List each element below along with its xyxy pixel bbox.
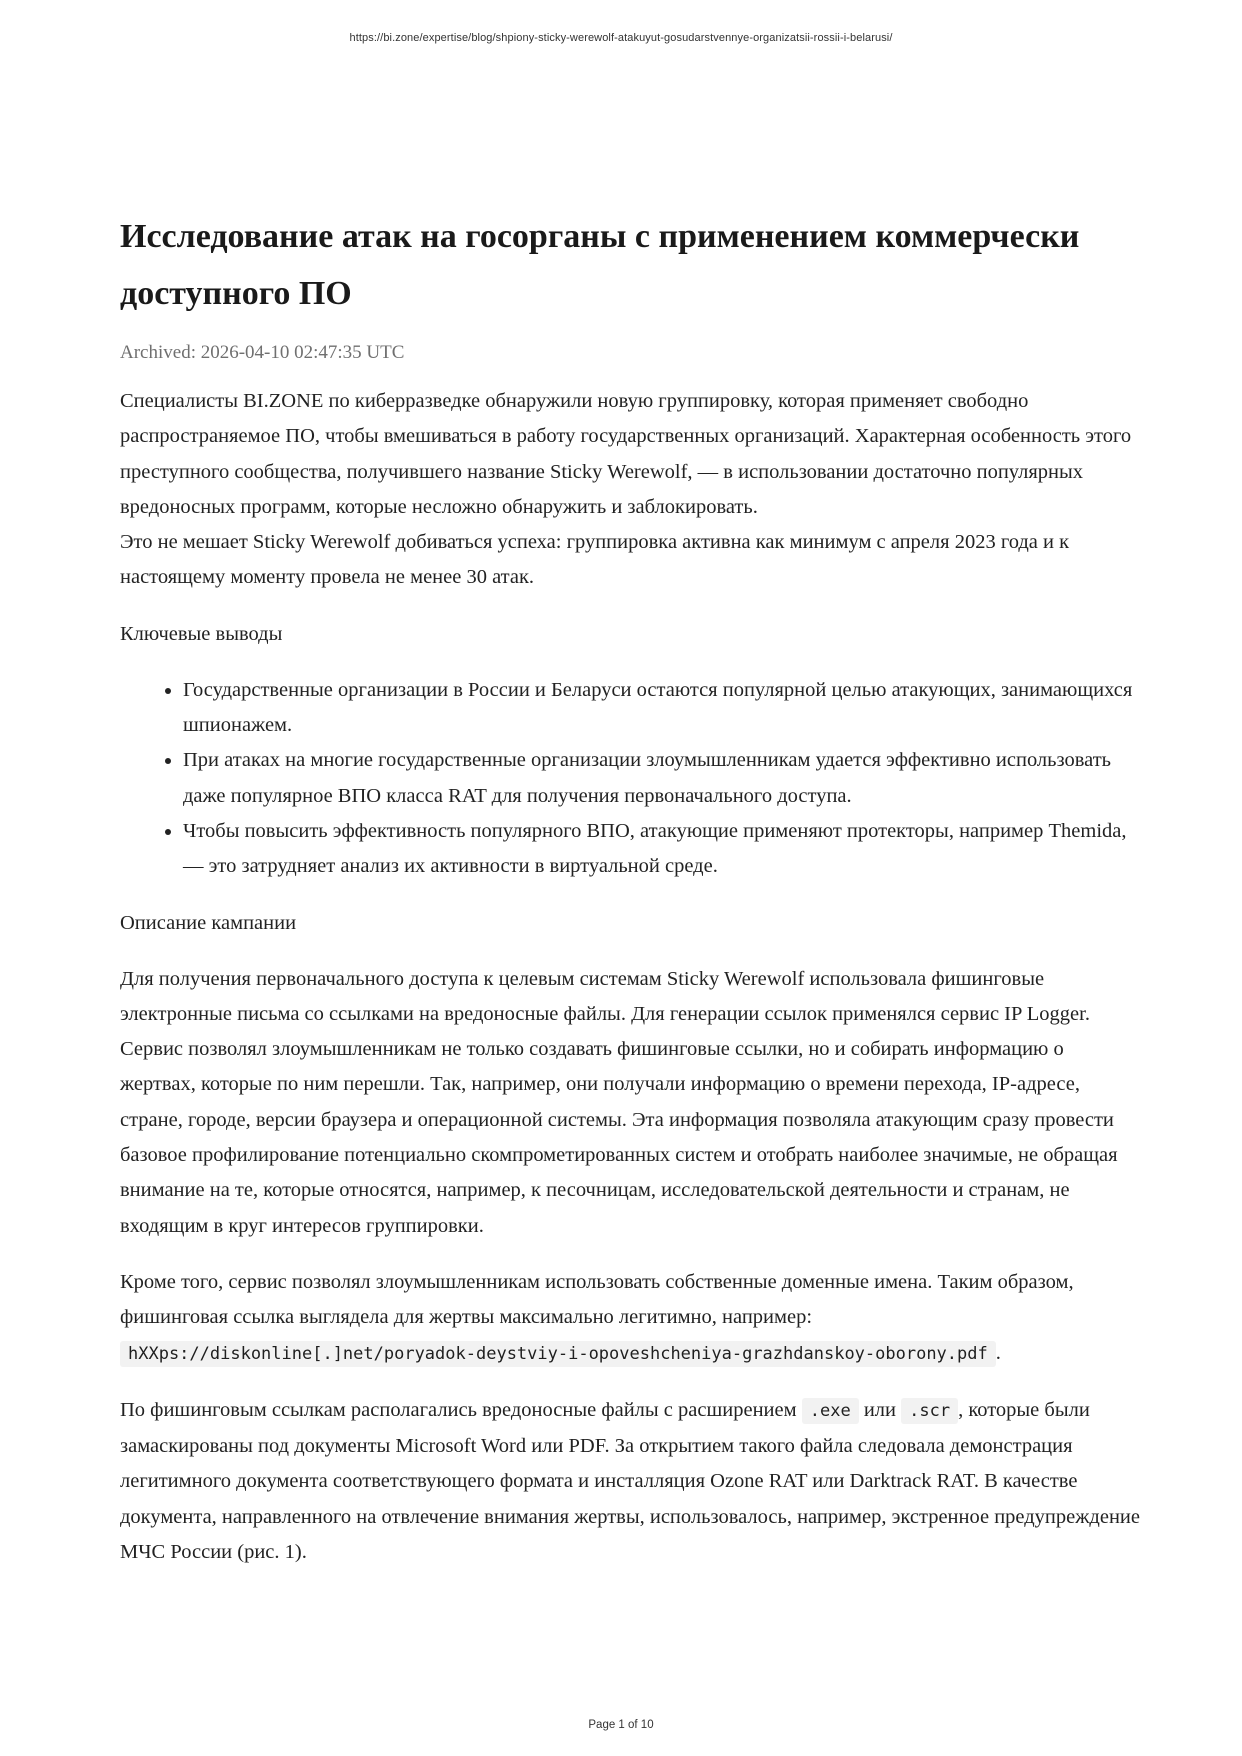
article-title: Исследование атак на госорганы с применением коммерчески доступного ПО [120,218,1080,312]
article [120,208,1140,1570]
scr-extension-code: .scr [901,1398,958,1424]
campaign-paragraph-1: Для получения первоначального доступа к целевым системам Sticky Werewolf использовала фишинговые электронные письма со ссылками на вредоносные файлы. Для генерации ссылок применялся сервис IP Logger. Сервис позволял злоумышленникам не только создавать фишинговые ссылки, но и собирать информацию о жертвах, которые по ним перешли. Так, например, они получали информацию о времени перехода, IP-адресе, стране, городе, версии браузера и операционной системы. Эта информация позволяла атакующим сразу провести базовое профилирование потенциально скомпрометированных систем и отобрать наиболее значимые, не обращая внимание на те, которые относятся, например, к песочницам, исследовательской деятельности и странам, не входящим в круг интересов группировки. [120,967,1118,1237]
page-url-header: https://bi.zone/expertise/blog/shpiony-sticky-werewolf-atakuyut-gosudarstvennye-organizatsii-rossii-i-belarusi/ [349,32,893,44]
list-item: • Чтобы повысить эффективность популярного ВПО, атакующие применяют протекторы, например Themida, — это затрудняет анализ их активности в виртуальной среде. [183,814,1140,885]
phishing-url-code: hXXps://diskonline[.]net/poryadok-deystviy-i-opoveshcheniya-grazhdanskoy-oborony.pdf [120,1341,996,1367]
campaign-paragraph-2-text: Кроме того, сервис позволял злоумышленникам использовать собственные доменные имена. Таким образом, фишинговая ссылка выглядела для жертвы максимально легитимно, например: [120,1270,1074,1329]
archived-timestamp: Archived: 2026-04-10 02:47:35 UTC [120,342,405,363]
list-item: • Государственные организации в России и Беларуси остаются популярной целью атакующих, занимающихся шпионажем. [183,673,1140,744]
intro-text-1: Специалисты BI.ZONE по киберразведке обнаружили новую группировку, которая применяет свободно распространяемое ПО, чтобы вмешиваться в работу государственных организаций. Характерная особенность этого преступного сообщества, получившего название Sticky Werewolf, — в использовании достаточно популярных вредоносных программ, которые несложно обнаружить и заблокировать. [120,390,1132,518]
page-number-footer: Page 1 of 10 [588,1719,654,1731]
campaign-paragraph-3-text-a: По фишинговым ссылкам располагались вредоносные файлы с расширением [120,1398,797,1421]
campaign-paragraph-3 [120,1393,1140,1570]
campaign-paragraph-3-text-c: , которые были замаскированы под документы Microsoft Word или PDF. За открытием такого файла следовала демонстрация легитимного документа соответствующего формата и инсталляция Ozone RAT или Darktrack RAT. В качестве документа, направленного на отвлечение внимания жертвы, использовалось, например, экстренное предупреждение МЧС России (рис. 1). [120,1398,1140,1564]
exe-extension-code: .exe [802,1398,859,1424]
key-findings-heading: Ключевые выводы [120,622,283,645]
campaign-heading: Описание кампании [120,911,297,934]
campaign-paragraph-2 [120,1265,1140,1372]
intro-text-2: Это не мешает Sticky Werewolf добиваться успеха: группировка активна как минимум с апреля 2023 года и к настоящему моменту провела не менее 30 атак. [120,531,1070,589]
list-item: • При атаках на многие государственные организации злоумышленникам удается эффективно использовать даже популярное ВПО класса RAT для получения первоначального доступа. [183,743,1140,814]
campaign-paragraph-2-end: . [995,1341,1001,1364]
key-findings-list [120,673,1140,885]
intro-paragraph [120,384,1140,596]
campaign-paragraph-3-text-b: или [863,1398,896,1421]
